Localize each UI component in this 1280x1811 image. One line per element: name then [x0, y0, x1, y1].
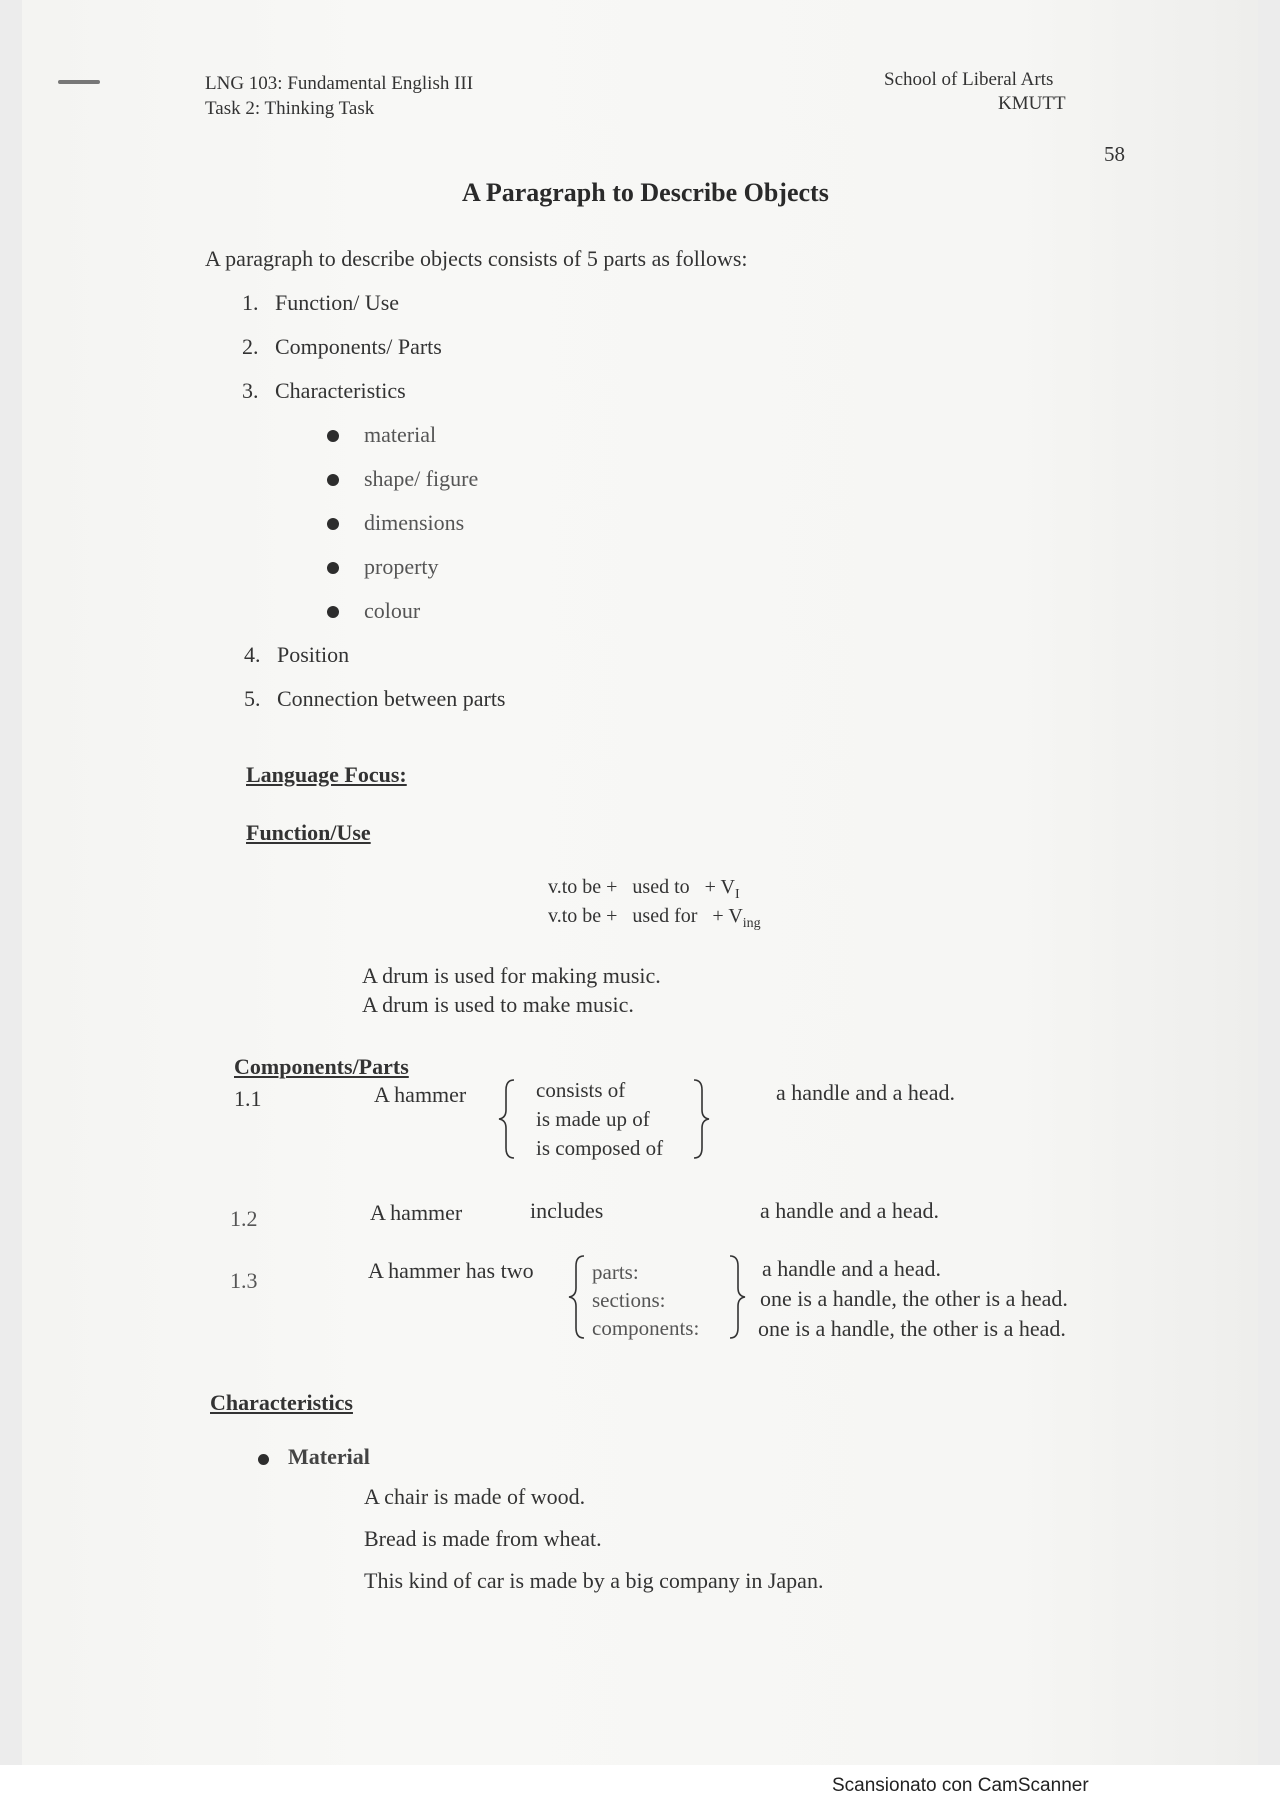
verb-option: consists of	[536, 1078, 626, 1102]
subject-text: A hammer	[374, 1082, 467, 1107]
left-brace-icon	[566, 1254, 588, 1340]
function-use-heading: Function/Use	[246, 820, 371, 845]
subject-text: A hammer	[370, 1200, 463, 1225]
formula-part: + V	[704, 876, 736, 898]
list-label: Position	[277, 642, 350, 667]
university-name: KMUTT	[998, 93, 1066, 114]
language-focus-heading: Language Focus:	[246, 762, 407, 787]
example-sentence: A drum is used for making music.	[362, 963, 661, 988]
list-number: 1.	[242, 290, 259, 315]
list-item	[242, 290, 399, 316]
list-item	[244, 686, 506, 712]
course-name: LNG 103: Fundamental English III	[205, 73, 474, 94]
right-brace-icon	[690, 1078, 712, 1160]
page-title: A Paragraph to Describe Objects	[462, 178, 829, 207]
formula-used-to	[548, 876, 740, 903]
bullet-icon	[327, 474, 339, 486]
list-number: 4.	[244, 642, 261, 667]
object-text: a handle and a head.	[760, 1198, 939, 1223]
verb-option: is made up of	[536, 1107, 650, 1131]
bullet-icon	[327, 430, 339, 442]
bullet-icon	[327, 518, 339, 530]
left-brace-icon	[496, 1078, 518, 1160]
noun-option: parts:	[592, 1260, 639, 1284]
object-text: one is a handle, the other is a head.	[760, 1286, 1068, 1311]
object-text: a handle and a head.	[776, 1080, 955, 1105]
list-label: Function/ Use	[275, 290, 400, 315]
scan-mark	[58, 80, 100, 84]
list-label: Connection between parts	[277, 686, 506, 711]
formula-part: + V	[712, 905, 743, 927]
formula-part: v.to be +	[548, 876, 618, 898]
list-number: 5.	[244, 686, 261, 711]
characteristic-item: shape/ figure	[364, 466, 479, 491]
example-sentence: A drum is used to make music.	[362, 992, 634, 1017]
characteristic-item: material	[364, 422, 437, 447]
verb-text: includes	[530, 1198, 604, 1223]
subject-text: A hammer has two	[368, 1258, 534, 1283]
formula-used-for	[548, 905, 761, 932]
row-number: 1.2	[230, 1206, 258, 1231]
bullet-icon	[258, 1454, 269, 1465]
list-item	[242, 378, 406, 404]
list-label: Components/ Parts	[275, 334, 442, 359]
verb-option: is composed of	[536, 1136, 664, 1160]
object-text: a handle and a head.	[762, 1256, 941, 1281]
bullet-icon	[327, 562, 339, 574]
formula-part: v.to be +	[548, 905, 618, 927]
example-sentence: Bread is made from wheat.	[364, 1526, 602, 1551]
scanner-watermark: Scansionato con CamScanner	[832, 1775, 1089, 1796]
formula-part: used for	[632, 905, 698, 927]
school-name: School of Liberal Arts	[884, 69, 1054, 90]
formula-part: used to	[632, 876, 690, 898]
noun-option: sections:	[592, 1288, 666, 1312]
formula-subscript: I	[735, 887, 740, 902]
object-text: one is a handle, the other is a head.	[758, 1316, 1066, 1341]
characteristic-item: colour	[364, 598, 421, 623]
page-number: 58	[1104, 142, 1125, 166]
characteristics-heading: Characteristics	[210, 1390, 353, 1415]
formula-subscript: ing	[742, 916, 761, 931]
list-item	[244, 642, 349, 668]
material-label: Material	[288, 1444, 370, 1469]
list-number: 3.	[242, 378, 259, 403]
characteristic-item: dimensions	[364, 510, 465, 535]
list-label: Characteristics	[275, 378, 406, 403]
bullet-icon	[327, 606, 339, 618]
example-sentence: This kind of car is made by a big company in Japan.	[364, 1568, 824, 1593]
components-heading: Components/Parts	[234, 1054, 409, 1079]
list-number: 2.	[242, 334, 259, 359]
row-number: 1.3	[230, 1268, 258, 1293]
characteristic-item: property	[364, 554, 439, 579]
noun-option: components:	[592, 1316, 700, 1340]
list-item	[242, 334, 442, 360]
example-sentence: A chair is made of wood.	[364, 1484, 586, 1509]
row-number: 1.1	[234, 1086, 262, 1111]
right-brace-icon	[726, 1254, 748, 1340]
intro-text: A paragraph to describe objects consists of 5 parts as follows:	[205, 246, 748, 271]
task-name: Task 2: Thinking Task	[205, 98, 375, 119]
